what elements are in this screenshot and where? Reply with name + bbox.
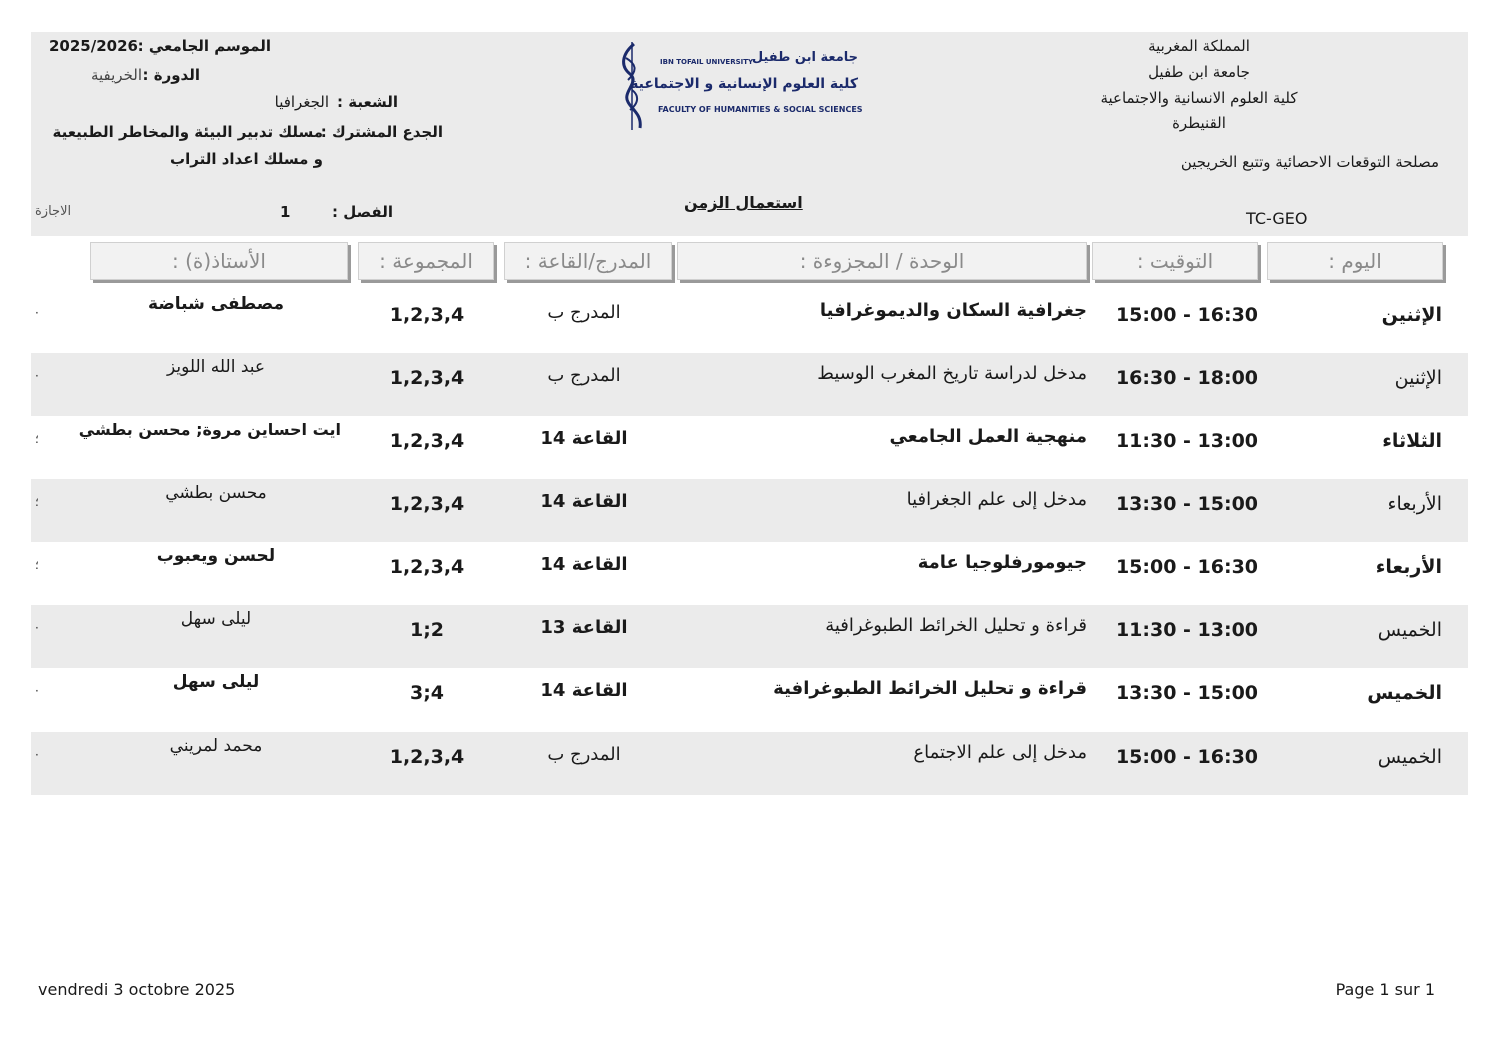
row-edge-mark: ·: [35, 621, 39, 635]
row-module: مدخل لدراسة تاريخ المغرب الوسيط: [817, 363, 1087, 384]
branch-value: الجغرافيا: [274, 93, 329, 111]
row-edge-mark: ؛: [35, 432, 39, 446]
row-day: الثلاثاء: [1382, 430, 1442, 452]
row-edge-mark: ·: [35, 306, 39, 320]
logo-ar-faculty: كلية العلوم الإنسانية و الاجتماعية: [630, 76, 858, 92]
column-header-time: التوقيت :: [1092, 242, 1258, 280]
row-professor: ليلى سهل: [180, 609, 252, 629]
column-header-professor: الأستاذ(ة) :: [90, 242, 348, 280]
institution-line-4: القنيطرة: [1172, 114, 1226, 132]
row-room: القاعة 13: [540, 617, 628, 638]
row-module: مدخل إلى علم الاجتماع: [913, 742, 1087, 763]
row-day: الأربعاء: [1387, 493, 1442, 515]
common-core-value: مسلك تدبير البيئة والمخاطر الطبيعية: [52, 123, 323, 141]
row-room: القاعة 14: [540, 491, 628, 512]
page-title: استعمال الزمن: [684, 193, 803, 212]
row-time: 16:30 - 18:00: [1115, 367, 1259, 389]
row-professor: محمد لمريني: [169, 736, 263, 756]
semester-value: 1: [280, 203, 291, 221]
footer-page: Page 1 sur 1: [1335, 980, 1435, 999]
logo-en-university: IBN TOFAIL UNIVERSITY: [660, 58, 754, 66]
row-group: 1,2,3,4: [389, 304, 465, 326]
row-group: 1,2,3,4: [389, 556, 465, 578]
row-time: 11:30 - 13:00: [1115, 430, 1259, 452]
session-label: الدورة :: [142, 66, 200, 84]
table-row: [31, 416, 1468, 479]
row-professor: لحسن ويعبوب: [156, 546, 276, 566]
row-day: الخميس: [1377, 619, 1442, 641]
table-row: [31, 479, 1468, 542]
row-time: 15:00 - 16:30: [1115, 304, 1259, 326]
table-row: [31, 542, 1468, 605]
row-module: مدخل إلى علم الجغرافيا: [906, 489, 1087, 510]
row-time: 13:30 - 15:00: [1115, 682, 1259, 704]
row-room: القاعة 14: [540, 680, 628, 701]
row-module: قراءة و تحليل الخرائط الطبوغرافية: [773, 678, 1087, 699]
table-row: [31, 732, 1468, 795]
row-time: 13:30 - 15:00: [1115, 493, 1259, 515]
session-value: الخريفية: [90, 66, 142, 84]
row-professor: محسن بطشي: [165, 483, 267, 503]
university-logo: [612, 40, 864, 132]
program-code: TC-GEO: [1246, 209, 1308, 228]
row-professor: ايت احساين مروة; محسن بطشي: [78, 420, 341, 439]
degree-label: الاجازة: [35, 204, 72, 219]
row-module: قراءة و تحليل الخرائط الطبوغرافية: [825, 615, 1087, 636]
table-row: [31, 668, 1468, 731]
row-professor: عبد الله اللويز: [166, 357, 266, 377]
row-edge-mark: ·: [35, 748, 39, 762]
column-header-day: اليوم :: [1267, 242, 1443, 280]
row-day: الإثنين: [1381, 304, 1442, 326]
row-edge-mark: ·: [35, 369, 39, 383]
branch-label: الشعبة :: [337, 93, 398, 111]
institution-line-2: جامعة ابن طفيل: [1148, 63, 1250, 81]
row-room: القاعة 14: [540, 554, 628, 575]
season-label: الموسم الجامعي :: [137, 37, 271, 55]
row-group: 3;4: [409, 682, 445, 704]
institution-line-3: كلية العلوم الانسانية والاجتماعية: [1100, 89, 1298, 107]
row-edge-mark: ؛: [35, 558, 39, 572]
footer-date: vendredi 3 octobre 2025: [38, 980, 236, 999]
semester-label: الفصل :: [332, 203, 393, 221]
row-professor: ليلى سهل: [172, 672, 260, 692]
service-name: مصلحة التوقعات الاحصائية وتتبع الخريجين: [1180, 153, 1439, 171]
row-group: 1,2,3,4: [389, 493, 465, 515]
row-room: القاعة 14: [540, 428, 628, 449]
table-row: [31, 290, 1468, 353]
row-group: 1,2,3,4: [389, 746, 465, 768]
row-time: 15:00 - 16:30: [1115, 746, 1259, 768]
logo-ar-university: جامعة ابن طفيل: [751, 50, 858, 65]
row-module: منهجية العمل الجامعي: [889, 426, 1087, 447]
row-room: المدرج ب: [547, 365, 621, 386]
row-group: 1;2: [409, 619, 445, 641]
logo-en-faculty: FACULTY OF HUMANITIES & SOCIAL SCIENCES: [658, 105, 863, 114]
common-core-value-2: و مسلك اعداد التراب: [170, 150, 323, 168]
row-module: جيومورفلوجيا عامة: [917, 552, 1087, 573]
row-group: 1,2,3,4: [389, 367, 465, 389]
column-header-room: المدرج/القاعة :: [504, 242, 672, 280]
row-edge-mark: ؛: [35, 495, 39, 509]
row-day: الخميس: [1367, 682, 1442, 704]
row-day: الأربعاء: [1375, 556, 1442, 578]
row-day: الإثنين: [1394, 367, 1442, 389]
row-room: المدرج ب: [547, 744, 621, 765]
row-professor: مصطفى شباضة: [148, 294, 284, 314]
institution-line-1: المملكة المغربية: [1148, 37, 1250, 55]
row-module: جغرافية السكان والديموغرافيا: [819, 300, 1087, 321]
row-time: 15:00 - 16:30: [1115, 556, 1259, 578]
row-room: المدرج ب: [547, 302, 621, 323]
row-day: الخميس: [1377, 746, 1442, 768]
row-group: 1,2,3,4: [389, 430, 465, 452]
table-row: [31, 605, 1468, 668]
column-header-module: الوحدة / المجزوءة :: [677, 242, 1087, 280]
common-core-label: الجدع المشترك :: [320, 123, 443, 141]
row-edge-mark: ·: [35, 684, 39, 698]
table-row: [31, 353, 1468, 416]
row-time: 11:30 - 13:00: [1115, 619, 1259, 641]
column-header-group: المجموعة :: [358, 242, 494, 280]
season-value: 2025/2026: [49, 37, 138, 55]
